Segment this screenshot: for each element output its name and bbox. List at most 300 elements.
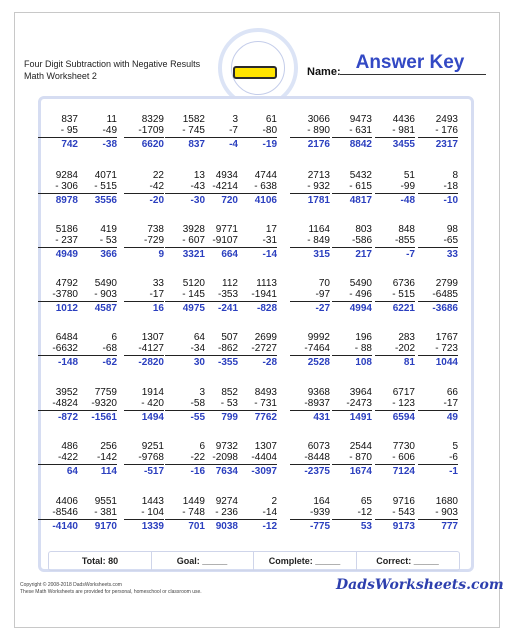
subtrahend: -58 (190, 398, 205, 409)
answer: 9038 (215, 521, 238, 532)
subtrahend: - 53 (99, 235, 117, 246)
answer: -828 (256, 303, 277, 314)
minuend: 5120 (182, 278, 205, 289)
answer: 3556 (94, 195, 117, 206)
answer: 108 (355, 357, 372, 368)
answer: 2528 (307, 357, 330, 368)
subtrahend: - 88 (354, 343, 372, 354)
subtraction-problem (332, 496, 372, 532)
answer: -20 (149, 195, 164, 206)
answer: 1781 (307, 195, 330, 206)
score-footer (48, 551, 460, 571)
subtrahend: -8937 (304, 398, 330, 409)
subtrahend: -1709 (138, 125, 164, 136)
minuend: 112 (222, 278, 238, 289)
minuend: 70 (318, 278, 330, 289)
total-cell: Total: 80 (49, 552, 152, 570)
subtraction-problem (237, 441, 277, 477)
copyright-text (20, 582, 202, 596)
minuend: 1307 (254, 441, 277, 452)
answer: 9173 (392, 521, 415, 532)
subtraction-problem (237, 332, 277, 368)
subtraction-problem (77, 114, 117, 150)
subtraction-problem (77, 387, 117, 423)
answer: 1494 (141, 412, 164, 423)
subtraction-problem (375, 441, 415, 477)
subtrahend: - 631 (349, 125, 372, 136)
answer: 49 (446, 412, 458, 423)
subtraction-problem (124, 278, 164, 314)
subtrahend: - 932 (307, 181, 330, 192)
answer: -55 (190, 412, 205, 423)
answer: -48 (400, 195, 415, 206)
answer: 8842 (349, 139, 372, 150)
minuend: 4406 (55, 496, 78, 507)
subtrahend: - 981 (392, 125, 415, 136)
subtraction-problem (332, 114, 372, 150)
minuend: 848 (398, 224, 415, 235)
minuend: 738 (147, 224, 164, 235)
answer: 16 (152, 303, 164, 314)
subtrahend: -9320 (91, 398, 117, 409)
minuend: 8493 (254, 387, 277, 398)
answer: 4994 (349, 303, 372, 314)
subtraction-problem (77, 332, 117, 368)
answer: 30 (193, 357, 205, 368)
subtrahend: -34 (190, 343, 205, 354)
subtraction-problem (237, 224, 277, 260)
complete-cell: Complete: _____ (253, 552, 357, 570)
subtraction-problem (375, 332, 415, 368)
answer: 1339 (141, 521, 164, 532)
minuend: 61 (265, 114, 277, 125)
subtraction-problem (237, 387, 277, 423)
subtraction-problem (375, 114, 415, 150)
minuend: 6 (199, 441, 205, 452)
subtrahend: -68 (102, 343, 117, 354)
subtrahend: -7 (229, 125, 238, 136)
minuend: 283 (398, 332, 415, 343)
answer: 2176 (307, 139, 330, 150)
minuend: 2699 (254, 332, 277, 343)
minuend: 507 (221, 332, 238, 343)
answer: 742 (61, 139, 78, 150)
minuend: 196 (355, 332, 372, 343)
answer: 53 (360, 521, 372, 532)
subtraction-problem (418, 332, 458, 368)
subtraction-problem (198, 496, 238, 532)
minuend: 5490 (349, 278, 372, 289)
subtrahend: - 496 (349, 289, 372, 300)
minuend: 6 (111, 332, 117, 343)
answer: 366 (100, 249, 117, 260)
minuend: 2 (271, 496, 277, 507)
subtraction-problem (124, 224, 164, 260)
answer: 777 (441, 521, 458, 532)
minuend: 1443 (141, 496, 164, 507)
subtrahend: - 176 (435, 125, 458, 136)
answer: 1012 (55, 303, 78, 314)
subtrahend: - 607 (182, 235, 205, 246)
minuend: 9732 (215, 441, 238, 452)
answer: -148 (57, 357, 78, 368)
minuend: 33 (152, 278, 164, 289)
subtrahend: -80 (262, 125, 277, 136)
subtraction-problem (290, 496, 330, 532)
subtrahend: -586 (351, 235, 372, 246)
answer: 1044 (435, 357, 458, 368)
subtrahend: -6485 (432, 289, 458, 300)
subtrahend: - 903 (94, 289, 117, 300)
minuend: 2713 (307, 170, 330, 181)
subtraction-problem (38, 170, 78, 206)
subtrahend: - 748 (182, 507, 205, 518)
minuend: 1449 (182, 496, 205, 507)
subtrahend: - 870 (349, 452, 372, 463)
subtrahend: -97 (315, 289, 330, 300)
subtrahend: -6632 (52, 343, 78, 354)
answer: 4587 (94, 303, 117, 314)
minuend: 1164 (308, 224, 330, 235)
subtraction-problem (418, 496, 458, 532)
subtraction-problem (418, 170, 458, 206)
subtraction-problem (237, 496, 277, 532)
answer: 4949 (55, 249, 78, 260)
answer: -27 (315, 303, 330, 314)
title-line-2: Math Worksheet 2 (24, 71, 97, 81)
copyright-line-1: Copyright © 2008-2018 DadsWorksheets.com (20, 582, 122, 588)
subtraction-problem (198, 114, 238, 150)
correct-cell: Correct: _____ (376, 556, 439, 566)
answer: -19 (262, 139, 277, 150)
subtraction-problem (124, 441, 164, 477)
subtrahend: -4214 (212, 181, 238, 192)
subtrahend: -142 (96, 452, 117, 463)
subtraction-problem (38, 441, 78, 477)
minuend: 8329 (141, 114, 164, 125)
minuend: 3928 (182, 224, 205, 235)
subtrahend: -17 (149, 289, 164, 300)
answer: -1 (449, 466, 458, 477)
answer: -7 (406, 249, 415, 260)
minuend: 3066 (307, 114, 330, 125)
minuend: 5490 (94, 278, 117, 289)
minuend: 9251 (141, 441, 164, 452)
subtraction-problem (198, 332, 238, 368)
answer: -1561 (91, 412, 117, 423)
subtrahend: - 237 (55, 235, 78, 246)
subtrahend: -6 (449, 452, 458, 463)
subtraction-problem (290, 387, 330, 423)
answer: -10 (443, 195, 458, 206)
minuend: 2493 (435, 114, 458, 125)
subtraction-problem (77, 224, 117, 260)
minuend: 1113 (256, 278, 277, 289)
subtraction-problem (237, 278, 277, 314)
subtrahend: - 306 (55, 181, 78, 192)
pencil-icon (233, 66, 277, 79)
answer: -2375 (304, 466, 330, 477)
minuend: 1767 (435, 332, 458, 343)
answer: -16 (190, 466, 205, 477)
subtraction-problem (290, 170, 330, 206)
minuend: 9771 (215, 224, 238, 235)
answer: 3321 (182, 249, 205, 260)
subtrahend: - 723 (435, 343, 458, 354)
name-label: Name: (307, 66, 341, 78)
answer: -62 (102, 357, 117, 368)
minuend: 4071 (94, 170, 117, 181)
subtraction-problem (290, 114, 330, 150)
subtraction-problem (38, 332, 78, 368)
subtraction-problem (124, 114, 164, 150)
subtrahend: -939 (309, 507, 330, 518)
answer: 431 (313, 412, 330, 423)
minuend: 9992 (307, 332, 330, 343)
subtrahend: -3780 (52, 289, 78, 300)
subtrahend: -31 (262, 235, 277, 246)
minuend: 2799 (435, 278, 458, 289)
subtrahend: - 145 (182, 289, 205, 300)
subtrahend: -7464 (304, 343, 330, 354)
subtraction-problem (418, 224, 458, 260)
subtraction-problem (290, 224, 330, 260)
answer: -355 (217, 357, 238, 368)
answer: 2317 (435, 139, 458, 150)
minuend: 6073 (307, 441, 330, 452)
subtrahend: - 606 (392, 452, 415, 463)
minuend: 4792 (55, 278, 78, 289)
answer: -3686 (432, 303, 458, 314)
answer: 8978 (55, 195, 78, 206)
subtrahend: - 515 (392, 289, 415, 300)
minuend: 4436 (392, 114, 415, 125)
answer: -241 (217, 303, 238, 314)
answer: 799 (221, 412, 238, 423)
subtraction-problem (38, 114, 78, 150)
minuend: 9551 (94, 496, 117, 507)
subtrahend: - 890 (307, 125, 330, 136)
answer: 7634 (215, 466, 238, 477)
answer: 3455 (392, 139, 415, 150)
subtrahend: - 53 (220, 398, 238, 409)
subtraction-problem (290, 332, 330, 368)
answer: 4106 (254, 195, 277, 206)
subtrahend: -353 (217, 289, 238, 300)
subtraction-problem (332, 441, 372, 477)
answer: 1491 (349, 412, 372, 423)
subtraction-problem (332, 387, 372, 423)
subtrahend: - 903 (435, 507, 458, 518)
subtrahend: -22 (190, 452, 205, 463)
worksheet-title (24, 58, 200, 82)
answer: 64 (66, 466, 78, 477)
answer: 6221 (392, 303, 415, 314)
minuend: 9274 (215, 496, 238, 507)
minuend: 6736 (392, 278, 415, 289)
answer: -517 (143, 466, 164, 477)
answer: 6594 (392, 412, 415, 423)
subtraction-problem (290, 278, 330, 314)
answer: 33 (446, 249, 458, 260)
answer: -38 (102, 139, 117, 150)
subtrahend: -2473 (346, 398, 372, 409)
subtraction-problem (375, 170, 415, 206)
answer: -2820 (138, 357, 164, 368)
subtrahend: - 420 (141, 398, 164, 409)
answer: 4817 (349, 195, 372, 206)
subtraction-problem (198, 387, 238, 423)
subtrahend: -43 (190, 181, 205, 192)
subtrahend: -855 (394, 235, 415, 246)
minuend: 5432 (349, 170, 372, 181)
subtrahend: -14 (262, 507, 277, 518)
subtraction-problem (237, 170, 277, 206)
subtrahend: -1941 (251, 289, 277, 300)
minuend: 164 (313, 496, 330, 507)
subtrahend: - 123 (392, 398, 415, 409)
copyright-line-2: These Math Worksheets are provided for personal, homeschool or classroom use. (20, 589, 202, 595)
subtrahend: - 95 (60, 125, 78, 136)
minuend: 3952 (55, 387, 78, 398)
minuend: 1680 (435, 496, 458, 507)
subtraction-problem (38, 387, 78, 423)
answer: -3097 (251, 466, 277, 477)
answer: 664 (221, 249, 238, 260)
subtrahend: -4127 (138, 343, 164, 354)
subtraction-problem (375, 278, 415, 314)
minuend: 837 (61, 114, 78, 125)
subtraction-problem (77, 441, 117, 477)
subtraction-problem (375, 496, 415, 532)
answer: -14 (262, 249, 277, 260)
subtrahend: -4824 (52, 398, 78, 409)
subtrahend: - 638 (254, 181, 277, 192)
subtraction-problem (418, 278, 458, 314)
subtraction-problem (77, 496, 117, 532)
subtraction-problem (77, 170, 117, 206)
subtraction-problem (418, 114, 458, 150)
answer: 720 (221, 195, 238, 206)
subtrahend: -9768 (138, 452, 164, 463)
answer: -28 (262, 357, 277, 368)
subtraction-problem (198, 278, 238, 314)
minuend: 5 (452, 441, 458, 452)
subtraction-problem (198, 170, 238, 206)
subtraction-problem (237, 114, 277, 150)
subtrahend: - 731 (254, 398, 277, 409)
subtrahend: -12 (357, 507, 372, 518)
minuend: 3 (199, 387, 205, 398)
minuend: 419 (100, 224, 117, 235)
subtrahend: -49 (102, 125, 117, 136)
subtrahend: -18 (443, 181, 458, 192)
minuend: 803 (355, 224, 372, 235)
subtrahend: -2098 (212, 452, 238, 463)
subtrahend: -2727 (251, 343, 277, 354)
minuend: 9716 (392, 496, 415, 507)
subtraction-problem (124, 170, 164, 206)
minuend: 1582 (182, 114, 205, 125)
minuend: 9473 (349, 114, 372, 125)
subtraction-problem (124, 496, 164, 532)
answer: 9 (158, 249, 164, 260)
minuend: 6717 (392, 387, 415, 398)
minuend: 66 (446, 387, 458, 398)
minuend: 65 (360, 496, 372, 507)
subtrahend: -8546 (52, 507, 78, 518)
subtrahend: -9107 (212, 235, 238, 246)
minuend: 6484 (55, 332, 78, 343)
subtraction-problem (418, 387, 458, 423)
subtraction-problem (332, 332, 372, 368)
minuend: 7730 (392, 441, 415, 452)
subtraction-problem (124, 387, 164, 423)
subtrahend: -99 (400, 181, 415, 192)
minuend: 852 (221, 387, 238, 398)
subtraction-problem (375, 387, 415, 423)
answer: 9170 (94, 521, 117, 532)
subtrahend: -729 (143, 235, 164, 246)
subtraction-problem (198, 441, 238, 477)
minuend: 9368 (307, 387, 330, 398)
answer: 7762 (254, 412, 277, 423)
subtrahend: -8448 (304, 452, 330, 463)
answer: 7124 (392, 466, 415, 477)
minuend: 98 (446, 224, 458, 235)
subtrahend: -4404 (251, 452, 277, 463)
subtrahend: -422 (57, 452, 78, 463)
subtrahend: - 849 (307, 235, 330, 246)
subtrahend: - 745 (182, 125, 205, 136)
answer-key-heading: Answer Key (355, 52, 465, 73)
minuend: 3 (232, 114, 238, 125)
subtraction-problem (38, 224, 78, 260)
minuend: 7759 (94, 387, 117, 398)
minuend: 22 (152, 170, 164, 181)
subtrahend: -202 (394, 343, 415, 354)
minuend: 13 (193, 170, 205, 181)
subtraction-problem (77, 278, 117, 314)
subtraction-problem (332, 170, 372, 206)
minuend: 11 (106, 114, 117, 125)
answer: 701 (188, 521, 205, 532)
subtraction-problem (198, 224, 238, 260)
answer: 81 (403, 357, 415, 368)
subtrahend: -862 (217, 343, 238, 354)
minuend: 4934 (215, 170, 238, 181)
subtraction-problem (418, 441, 458, 477)
subtrahend: - 515 (94, 181, 117, 192)
subtraction-problem (38, 278, 78, 314)
answer: 217 (355, 249, 372, 260)
subtrahend: - 381 (94, 507, 117, 518)
subtraction-problem (332, 224, 372, 260)
subtrahend: - 615 (349, 181, 372, 192)
answer: 315 (313, 249, 330, 260)
minuend: 4744 (254, 170, 277, 181)
answer: -4140 (52, 521, 78, 532)
subtrahend: - 543 (392, 507, 415, 518)
minuend: 1307 (141, 332, 164, 343)
subtrahend: - 236 (215, 507, 238, 518)
minuend: 17 (265, 224, 277, 235)
minuend: 256 (100, 441, 117, 452)
minuend: 2544 (349, 441, 372, 452)
subtrahend: -17 (443, 398, 458, 409)
answer: -12 (262, 521, 277, 532)
subtraction-problem (375, 224, 415, 260)
